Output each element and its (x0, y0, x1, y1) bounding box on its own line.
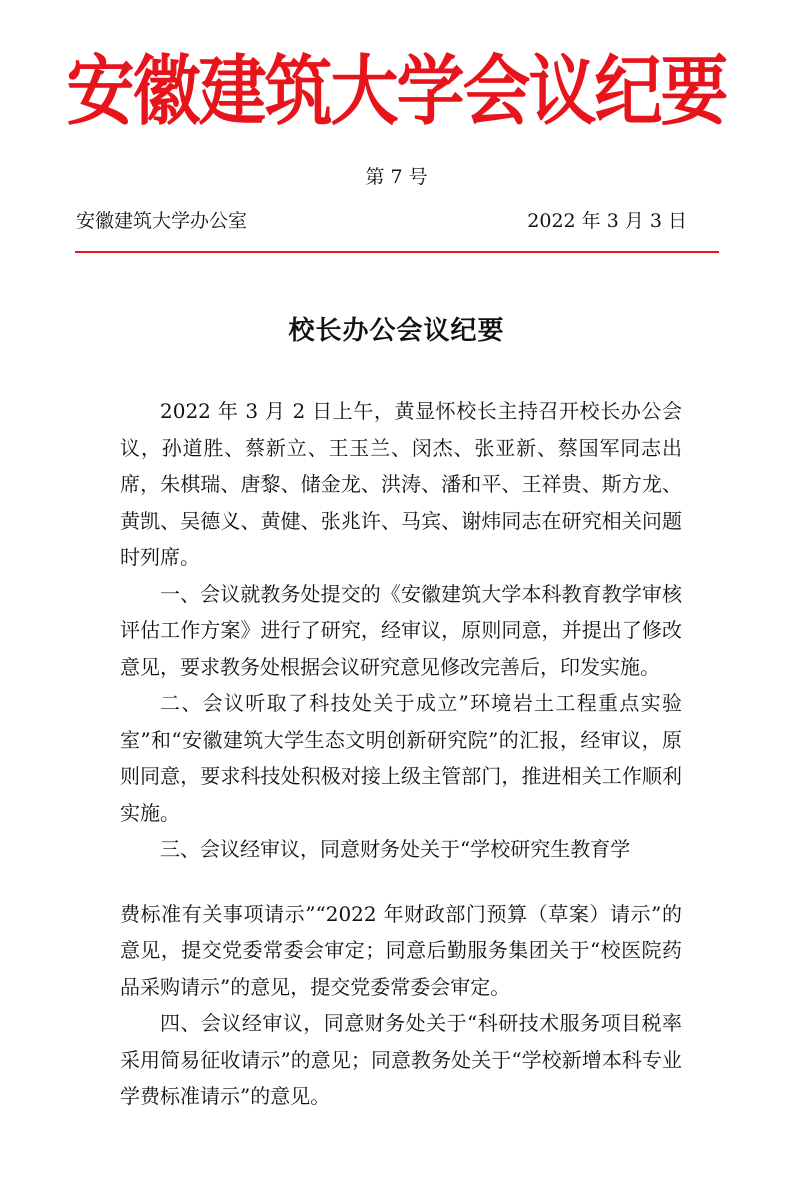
paragraph-item-1: 一、会议就教务处提交的《安徽建筑大学本科教育教学审核评估工作方案》进行了研究，经审议，原则同意，并提出了修改意见，要求教务处根据会议研究意见修改完善后，印发实施。 (120, 581, 682, 679)
issue-date: 2022 年 3 月 3 日 (527, 210, 687, 232)
issue-number: 第 7 号 (365, 166, 428, 188)
paragraph-item-4: 四、会议经审议，同意财务处关于“科研技术服务项目税率采用简易征收请示”的意见；同意教务处关于“学校新增本科专业学费标准请示”的意见。 (120, 1011, 682, 1108)
paragraph-item-3: 三、会议经审议，同意财务处关于“学校研究生教育学 (160, 837, 631, 861)
document-title: 校长办公会议纪要 (288, 316, 505, 346)
red-divider-line (75, 251, 719, 253)
masthead-title: 安徽建筑大学会议纪要 (66, 48, 727, 137)
document-body (120, 393, 682, 1115)
paragraph-item-2: 二、会议听取了科技处关于成立”环境岩土工程重点实验室”和“安徽建筑大学生态文明创新研究院”的汇报，经审议，原则同意，要求科技处积极对接上级主管部门，推进相关工作顺利实施。 (120, 691, 682, 825)
paragraph-intro: 2022 年 3 月 2 日上午，黄显怀校长主持召开校长办公会议，孙道胜、蔡新立、王玉兰、闵杰、张亚新、蔡国军同志出席，朱棋瑞、唐黎、储金龙、洪涛、潘和平、王祥贵、斯方龙、黄凯、吴德义、黄健、张兆许、马宾、谢炜同志在研究相关问题时列席。 (120, 399, 682, 569)
issuing-office: 安徽建筑大学办公室 (76, 210, 248, 232)
paragraph-item-3-continued: 费标准有关事项请示”“2022 年财政部门预算（草案）请示”的意见，提交党委常委会审定；同意后勤服务集团关于“校医院药品采购请示”的意见，提交党委常委会审定。 (120, 901, 682, 999)
